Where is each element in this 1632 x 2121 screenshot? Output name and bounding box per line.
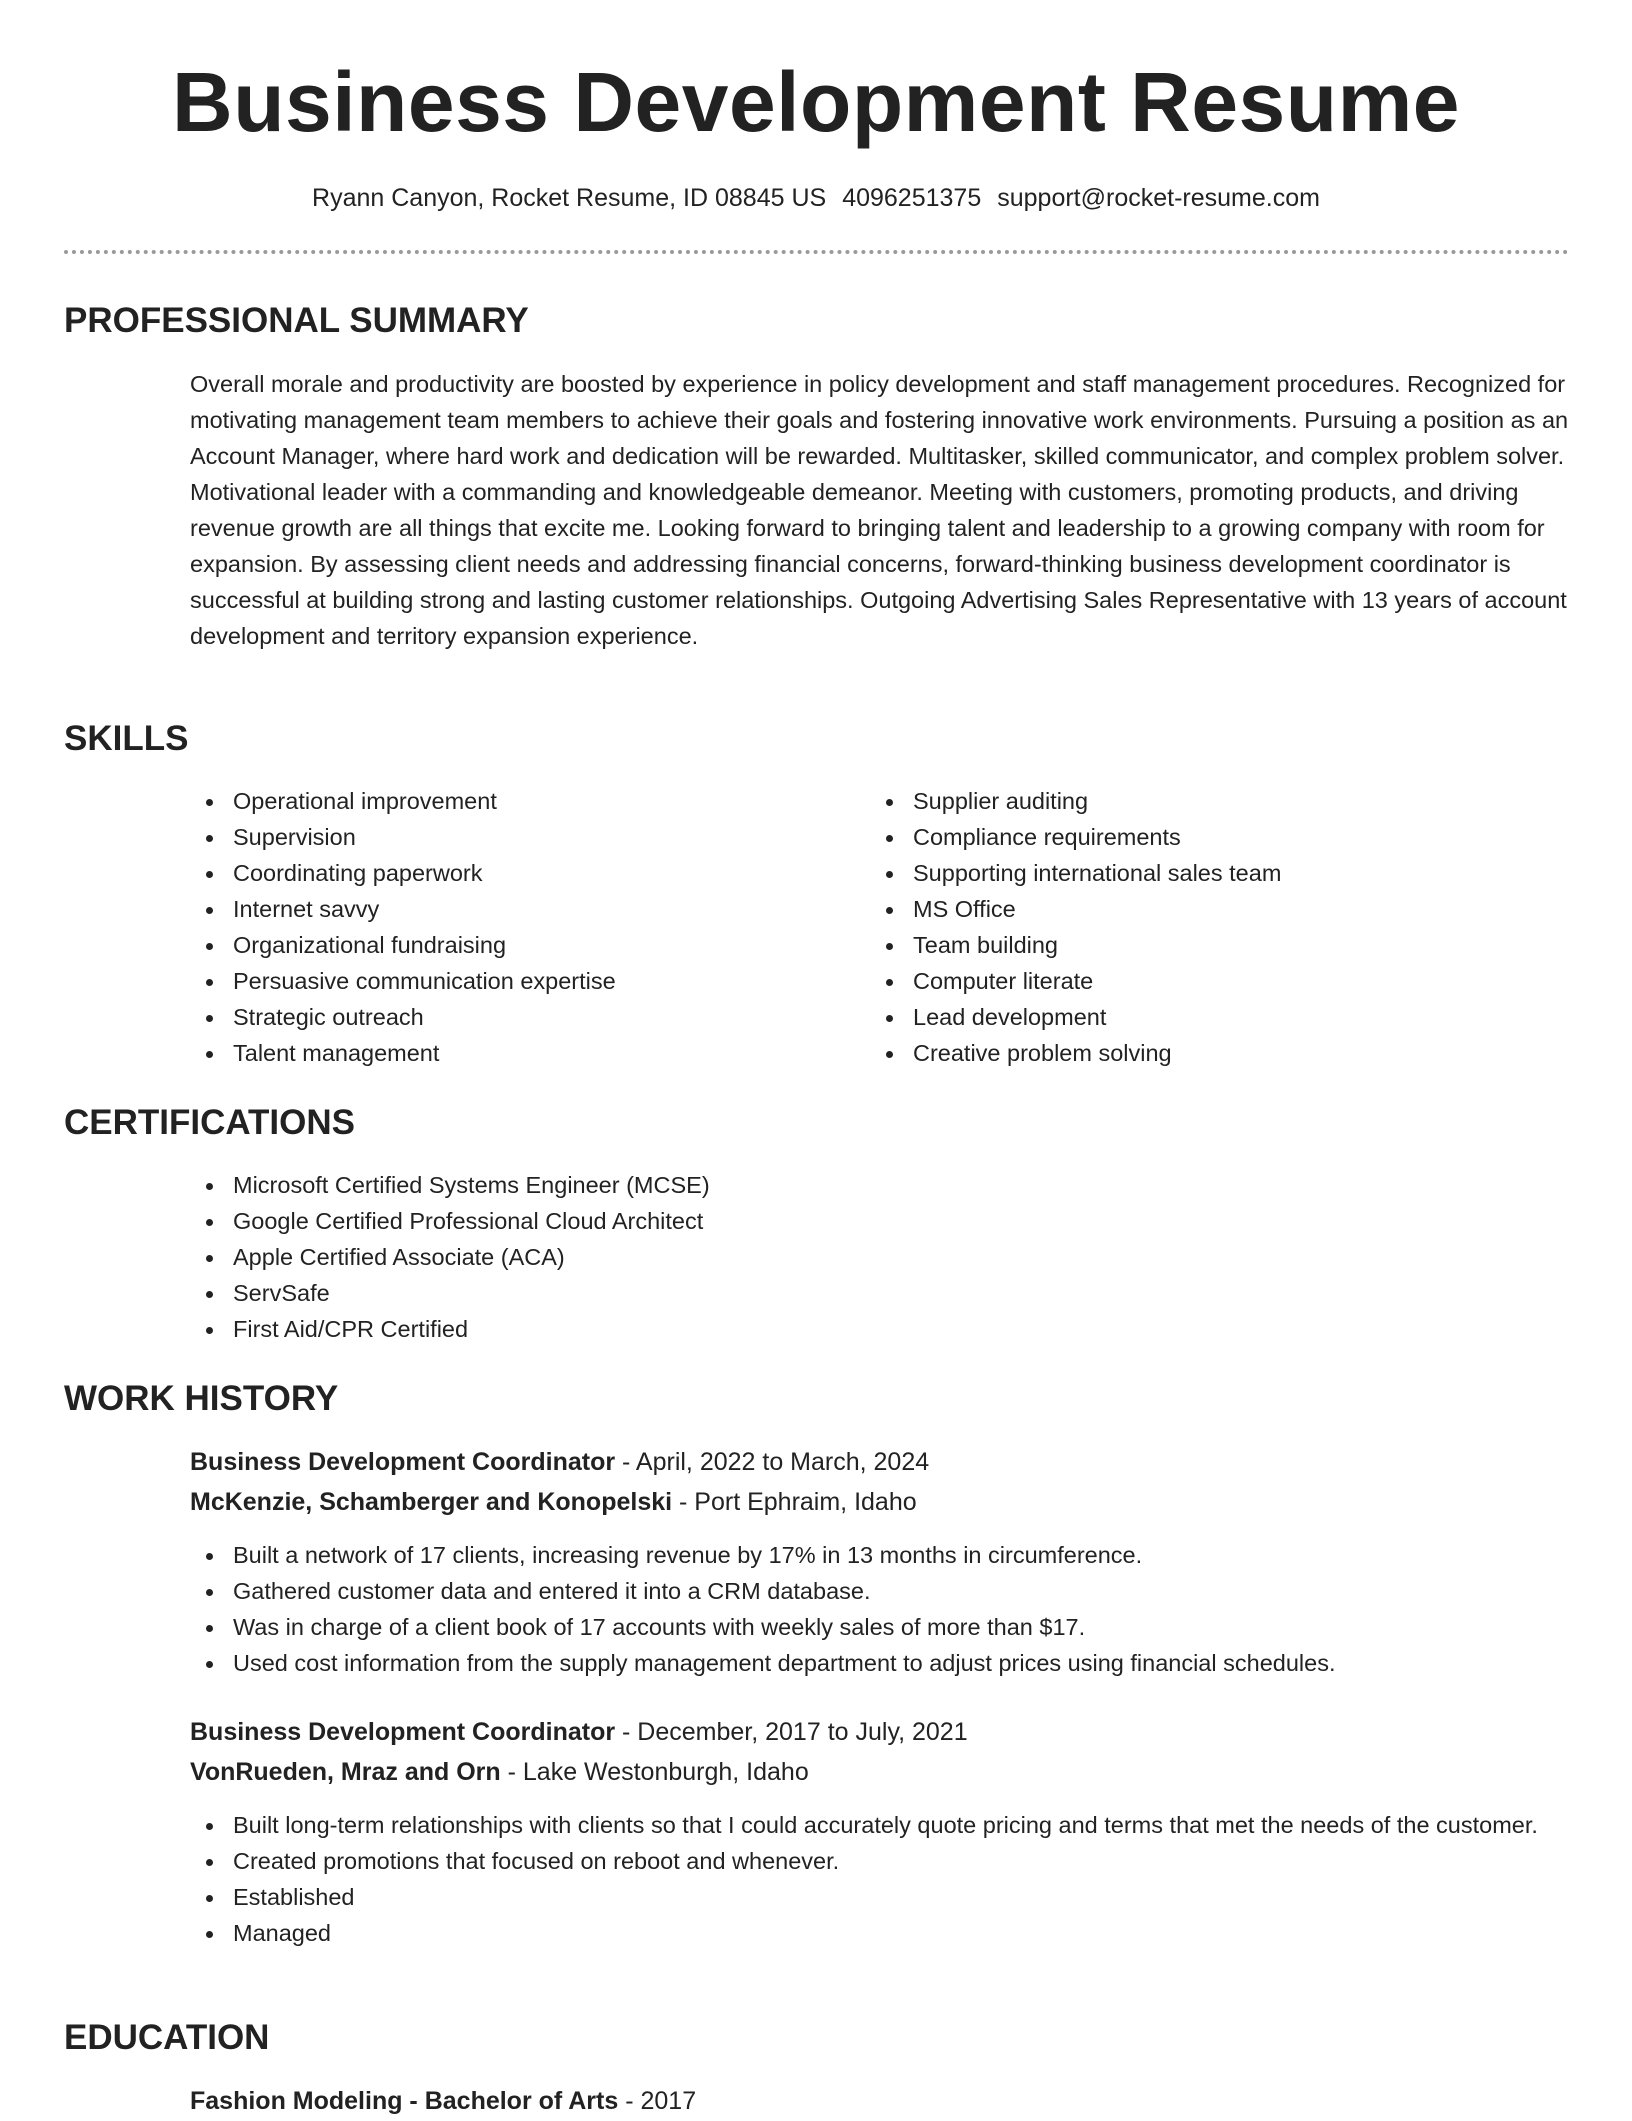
skill-item: Operational improvement: [190, 783, 830, 819]
job-duty-item: Used cost information from the supply management department to adjust prices using financial schedules.: [190, 1645, 1570, 1681]
skill-item: Supervision: [190, 819, 830, 855]
skills-heading: SKILLS: [64, 719, 189, 758]
education-degree: Fashion Modeling - Bachelor of Arts: [190, 2087, 619, 2115]
skill-item: Talent management: [190, 1035, 830, 1071]
job-duties-list: [190, 1807, 1570, 1951]
summary-heading: PROFESSIONAL SUMMARY: [64, 301, 529, 340]
job-dates: - April, 2022 to March, 2024: [615, 1448, 930, 1476]
contact-email: support@rocket-resume.com: [997, 184, 1320, 212]
skill-item: Organizational fundraising: [190, 927, 830, 963]
job-company: McKenzie, Schamberger and Konopelski: [190, 1488, 673, 1516]
skills-list-left: [190, 783, 830, 1071]
contact-address: Ryann Canyon, Rocket Resume, ID 08845 US: [312, 184, 827, 212]
job-location: - Port Ephraim, Idaho: [672, 1488, 917, 1516]
job-duty-item: Managed: [190, 1915, 1570, 1951]
education-heading: EDUCATION: [64, 2018, 270, 2057]
skill-item: Lead development: [870, 999, 1550, 1035]
certification-item: Apple Certified Associate (ACA): [190, 1239, 1570, 1275]
work-history-heading: WORK HISTORY: [64, 1379, 339, 1418]
certification-item: First Aid/CPR Certified: [190, 1311, 1570, 1347]
skill-item: Compliance requirements: [870, 819, 1550, 855]
skill-item: Strategic outreach: [190, 999, 830, 1035]
skill-item: Supporting international sales team: [870, 855, 1550, 891]
skill-item: Team building: [870, 927, 1550, 963]
skill-item: Supplier auditing: [870, 783, 1550, 819]
job-duty-item: Created promotions that focused on reboot and whenever.: [190, 1843, 1570, 1879]
skill-item: Creative problem solving: [870, 1035, 1550, 1071]
contact-phone: 4096251375: [842, 184, 982, 212]
job-dates: - December, 2017 to July, 2021: [615, 1718, 968, 1746]
job-duty-item: Was in charge of a client book of 17 accounts with weekly sales of more than $17.: [190, 1609, 1570, 1645]
job-duty-item: Built long-term relationships with clients so that I could accurately quote pricing and terms that met the needs of the customer.: [190, 1807, 1570, 1843]
job-company-line: [190, 1482, 917, 1522]
job-location: - Lake Westonburgh, Idaho: [500, 1758, 809, 1786]
header-divider: [64, 250, 1569, 254]
certifications-list: [190, 1167, 1570, 1347]
certifications-heading: CERTIFICATIONS: [64, 1103, 356, 1142]
job-duty-item: Established: [190, 1879, 1570, 1915]
certification-item: ServSafe: [190, 1275, 1570, 1311]
education-line: [190, 2081, 696, 2121]
skill-item: Persuasive communication expertise: [190, 963, 830, 999]
summary-text: Overall morale and productivity are boosted by experience in policy development and staff management procedures. Recognized for motivating management team members to achieve their goals and fostering innovative work environments. Pursuing a position as an Account Manager, where hard work and dedication will be rewarded. Multitasker, skilled communicator, and complex problem solver. Motivational leader with a commanding and knowledgeable demeanor. Meeting with customers, promoting products, and driving revenue growth are all things that excite me. Looking forward to bringing talent and leadership to a growing company with room for expansion. By assessing client needs and addressing financial concerns, forward-thinking business development coordinator is successful at building strong and lasting customer relationships. Outgoing Advertising Sales Representative with 13 years of account development and territory expansion experience.: [190, 371, 1569, 649]
job-title-line: [190, 1712, 968, 1752]
certification-item: Google Certified Professional Cloud Architect: [190, 1203, 1570, 1239]
skill-item: Coordinating paperwork: [190, 855, 830, 891]
job-title-line: [190, 1442, 929, 1482]
resume-title: Business Development Resume: [172, 55, 1460, 149]
job-duty-item: Gathered customer data and entered it into a CRM database.: [190, 1573, 1570, 1609]
job-company-line: [190, 1752, 809, 1792]
job-duty-item: Built a network of 17 clients, increasing revenue by 17% in 13 months in circumference.: [190, 1537, 1570, 1573]
contact-line: [0, 180, 1632, 216]
job-title: Business Development Coordinator: [190, 1448, 616, 1476]
skill-item: MS Office: [870, 891, 1550, 927]
skills-list-right: [870, 783, 1550, 1071]
job-company: VonRueden, Mraz and Orn: [190, 1758, 501, 1786]
skill-item: Computer literate: [870, 963, 1550, 999]
job-title: Business Development Coordinator: [190, 1718, 616, 1746]
job-duties-list: [190, 1537, 1570, 1681]
certification-item: Microsoft Certified Systems Engineer (MCSE): [190, 1167, 1570, 1203]
education-year: - 2017: [618, 2087, 697, 2115]
skill-item: Internet savvy: [190, 891, 830, 927]
